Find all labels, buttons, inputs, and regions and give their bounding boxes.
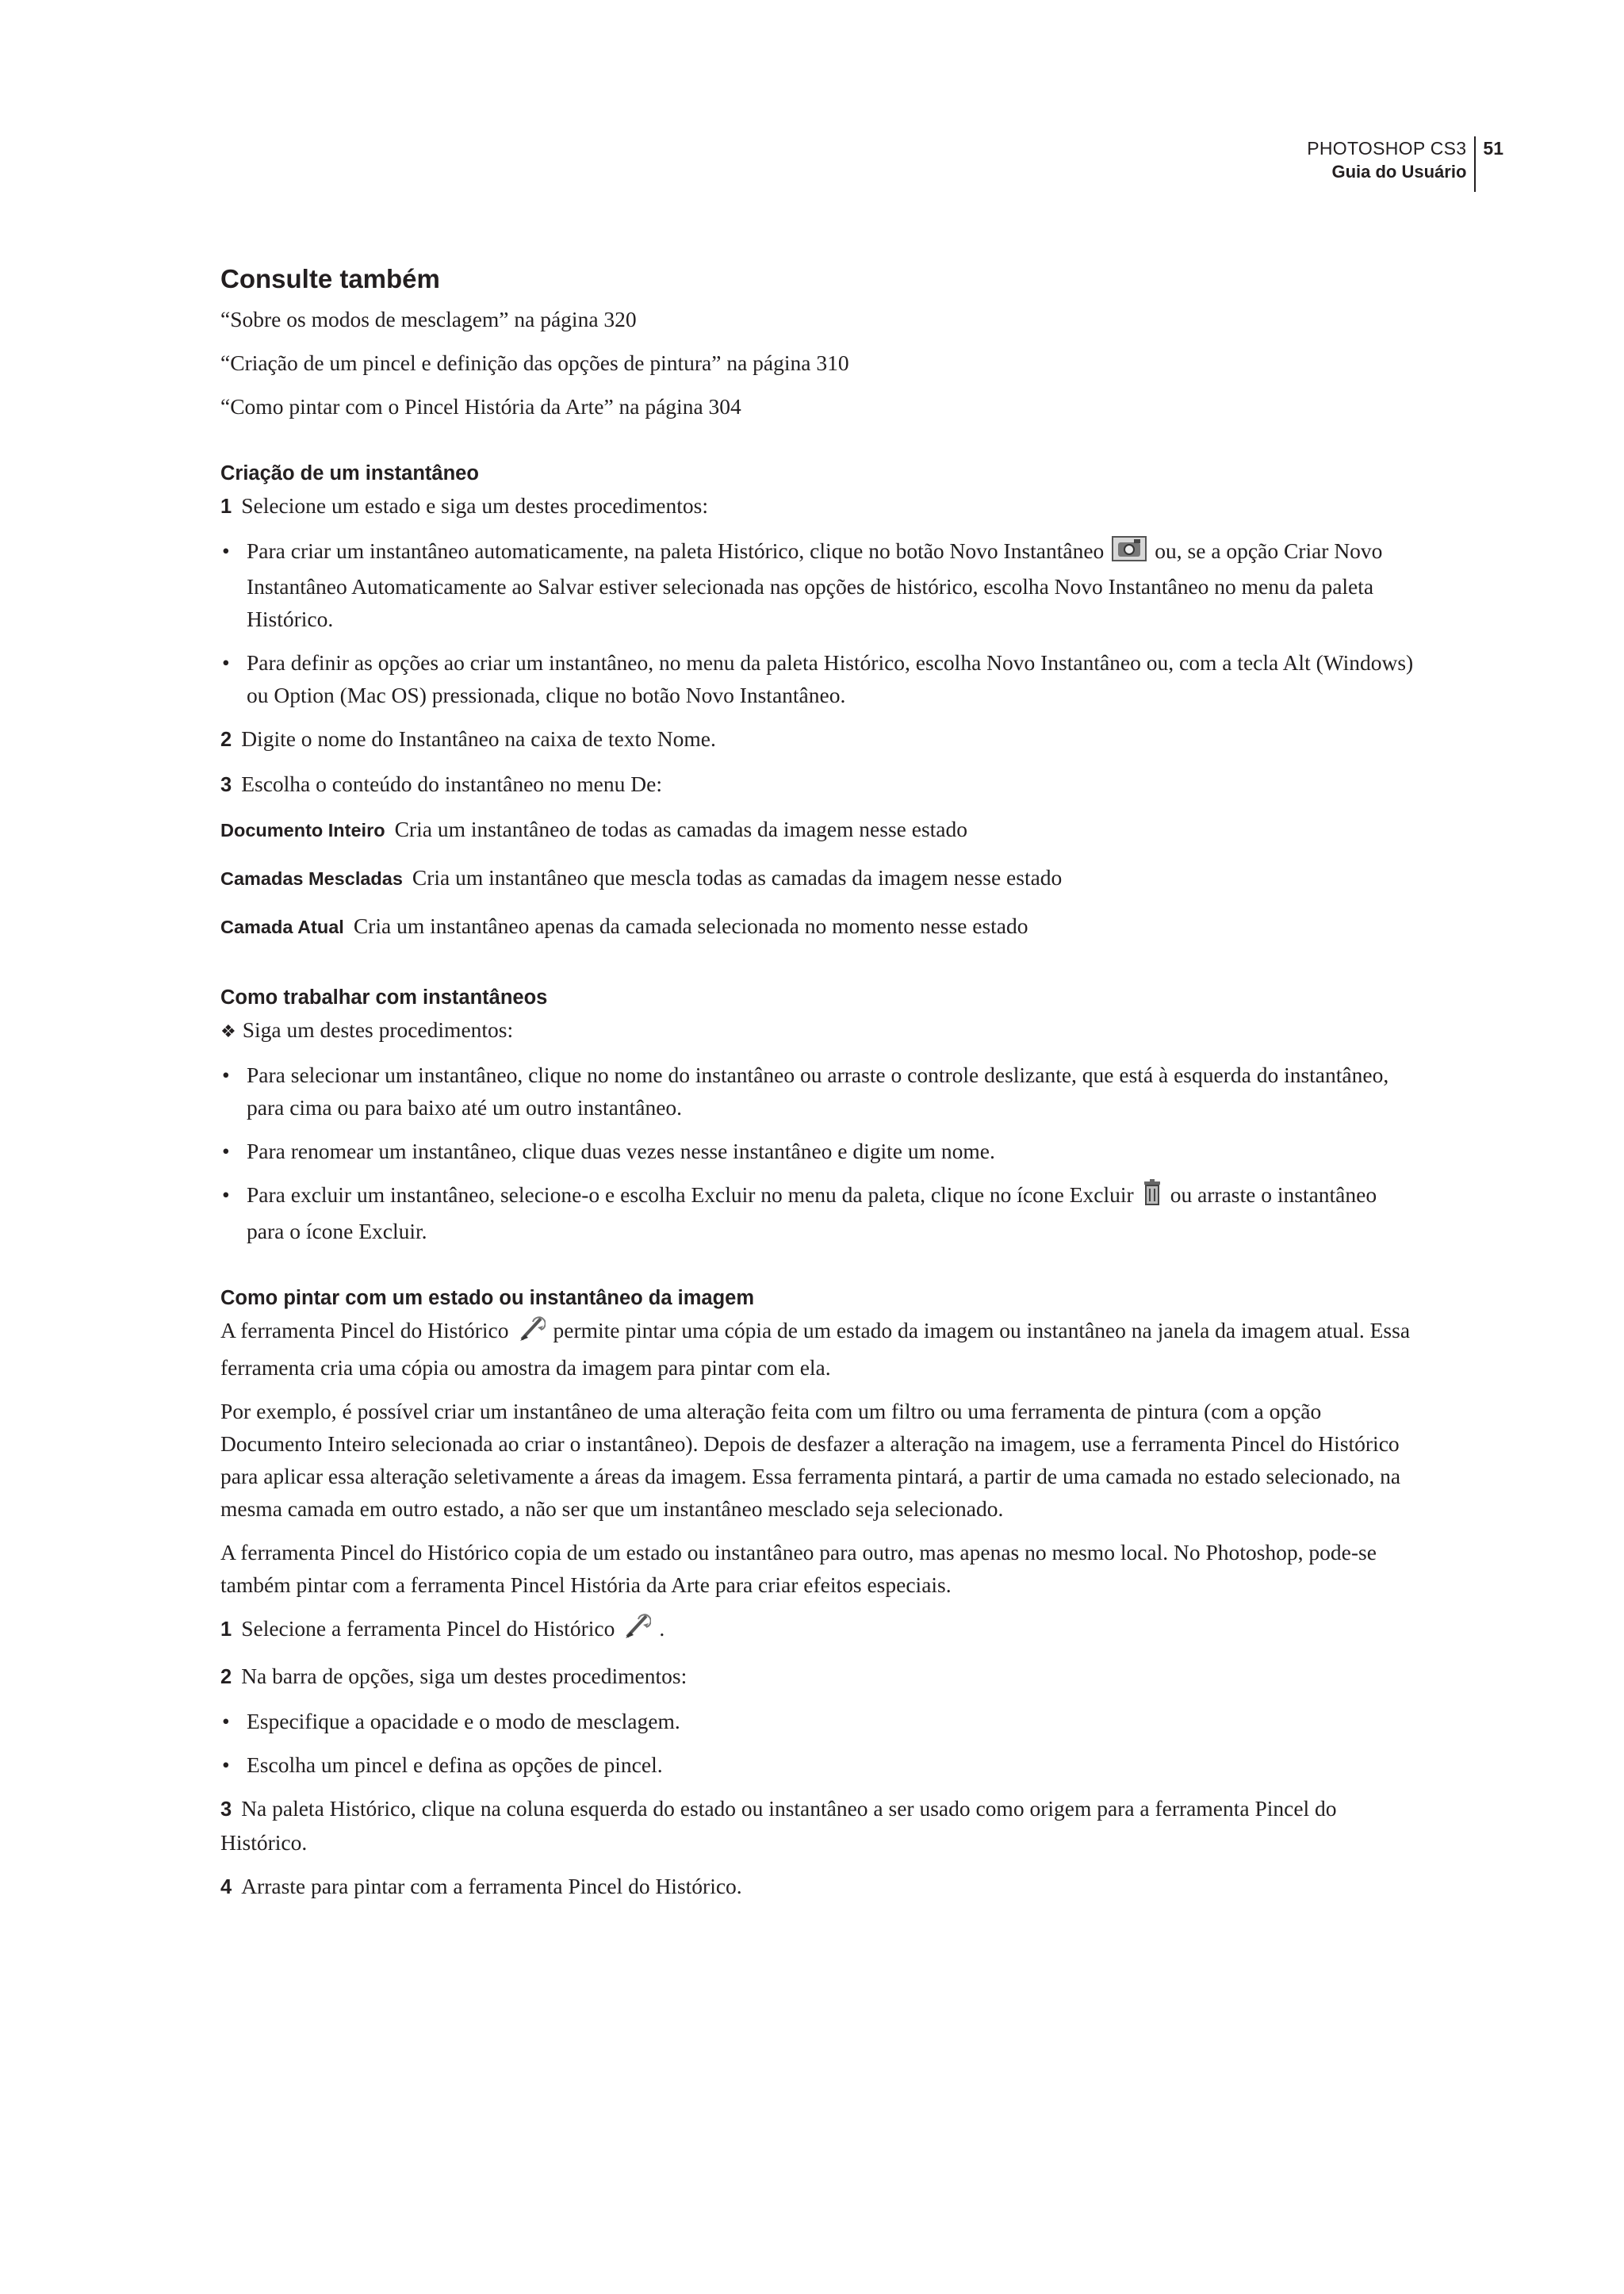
- see-also-heading: Consulte também: [220, 264, 440, 293]
- history-brush-icon: [622, 1613, 651, 1649]
- camera-icon: [1112, 536, 1147, 570]
- page-content: [220, 262, 1418, 1915]
- product-name: PHOTOSHOP CS3: [1307, 138, 1467, 159]
- paint-para-1: A ferramenta Pincel do Histórico permite pintar uma cópia de um estado da imagem ou instantâneo na janela da imagem atual. Essa ferramenta cria uma cópia ou amostra da imagem para pintar com ela.: [220, 1314, 1418, 1383]
- step-3: 3 Escolha o conteúdo do instantâneo no menu De:: [220, 772, 662, 797]
- history-brush-icon: [517, 1316, 546, 1351]
- procedure-intro: ❖ Siga um destes procedimentos:: [220, 1017, 514, 1043]
- procedure-diamond-icon: ❖: [220, 1021, 236, 1042]
- paint-step-3: 3 Na paleta Histórico, clique na coluna esquerda do estado ou instantâneo a ser usado como origem para a ferramenta Pincel do Histórico.: [220, 1795, 1337, 1855]
- bullet-brush: • Escolha um pincel e defina as opções de pincel.: [222, 1752, 663, 1777]
- page-number: 51: [1483, 138, 1503, 159]
- see-also-link-2[interactable]: “Criação de um pincel e definição das opções de pintura” na página 310: [220, 350, 849, 375]
- snapshot-work-heading: Como trabalhar com instantâneos: [220, 986, 548, 1009]
- running-header-title: [1307, 136, 1476, 192]
- paint-para-2: Por exemplo, é possível criar um instantâneo de uma alteração feita com um filtro ou uma ferramenta de pintura (com a opção Documento Inteiro selecionada ao criar o instantâneo). Depois de desfazer a alteração na imagem, use a ferramenta Pincel do Histórico para aplicar essa alteração seletivamente a áreas da imagem. Essa ferramenta pintará, a partir de uma camada no estado selecionado, na mesma camada em outro estado, a não ser que um instantâneo mesclado seja selecionado.: [220, 1398, 1401, 1521]
- snapshot-create-heading: Criação de um instantâneo: [220, 462, 479, 484]
- bullet-snapshot-options: • Para definir as opções ao criar um instantâneo, no menu da paleta Histórico, escolha Novo Instantâneo ou, com a tecla Alt (Windows) ou Option (Mac OS) pressionada, clique no botão Novo Instantâneo.: [222, 650, 1414, 708]
- paint-step-4: 4 Arraste para pintar com a ferramenta Pincel do Histórico.: [220, 1873, 742, 1898]
- bullet-opacity: • Especifique a opacidade e o modo de mesclagem.: [222, 1708, 680, 1733]
- trash-icon: [1142, 1179, 1162, 1215]
- bullet-new-snapshot: • Para criar um instantâneo automaticamente, na paleta Histórico, clique no botão Novo Instantâneo ou, se a opção Criar Novo Instantâneo Automaticamente ao Salvar estiver selecionada nas opções de histórico, escolha Novo Instantâneo no menu da paleta Histórico.: [220, 534, 1418, 635]
- bullet-rename-snapshot: • Para renomear um instantâneo, clique duas vezes nesse instantâneo e digite um nome.: [222, 1139, 995, 1164]
- see-also-link-3[interactable]: “Como pintar com o Pincel História da Arte” na página 304: [220, 394, 741, 419]
- step-2: 2 Digite o nome do Instantâneo na caixa de texto Nome.: [220, 726, 716, 752]
- step-1: 1 Selecione um estado e siga um destes procedimentos:: [220, 493, 708, 518]
- paint-para-3: A ferramenta Pincel do Histórico copia de um estado ou instantâneo para outro, mas apenas no mesmo local. No Photoshop, pode-se também pintar com a ferramenta Pincel História da Arte para criar efeitos especiais.: [220, 1539, 1377, 1597]
- bullet-delete-snapshot: • Para excluir um instantâneo, selecione-o e escolha Excluir no menu da paleta, clique no ícone Excluir ou arraste o instantâneo para o ícone Excluir.: [220, 1178, 1418, 1247]
- paint-step-2: 2 Na barra de opções, siga um destes procedimentos:: [220, 1663, 688, 1688]
- term-documento-inteiro: Documento Inteiro Cria um instantâneo de todas as camadas da imagem nesse estado: [220, 817, 968, 842]
- paint-step-1: 1 Selecione a ferramenta Pincel do Histórico .: [220, 1612, 1418, 1649]
- term-camadas-mescladas: Camadas Mescladas Cria um instantâneo que mescla todas as camadas da imagem nesse estado: [220, 865, 1063, 890]
- see-also-link-1[interactable]: “Sobre os modos de mesclagem” na página 320: [220, 307, 637, 331]
- paint-state-heading: Como pintar com um estado ou instantâneo da imagem: [220, 1287, 755, 1310]
- bullet-select-snapshot: • Para selecionar um instantâneo, clique no nome do instantâneo ou arraste o controle deslizante, que está à esquerda do instantâneo, para cima ou para baixo até um outro instantâneo.: [222, 1063, 1389, 1120]
- guide-name: Guia do Usuário: [1331, 162, 1467, 182]
- running-header: [1307, 136, 1503, 192]
- term-camada-atual: Camada Atual Cria um instantâneo apenas da camada selecionada no momento nesse estado: [220, 913, 1028, 939]
